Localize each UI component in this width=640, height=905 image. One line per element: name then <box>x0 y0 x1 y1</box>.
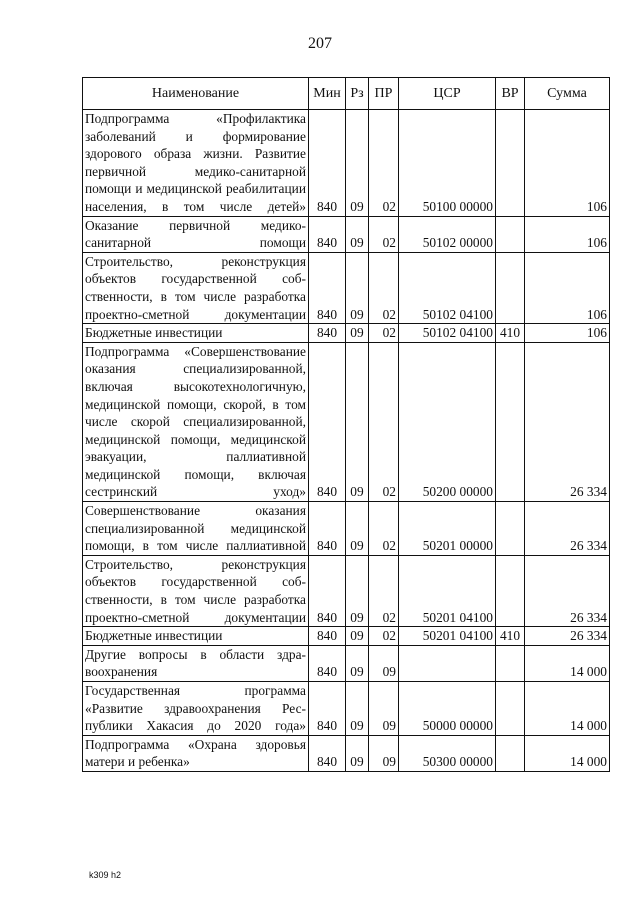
row-vr-cell <box>496 645 525 681</box>
footer-code: k309 h2 <box>89 870 122 880</box>
table-row <box>83 645 610 681</box>
row-sum-cell: 106 <box>525 324 610 343</box>
row-csr-cell: 50100 00000 <box>399 110 496 217</box>
row-name-cell: Другие вопросы в области здравоохранения <box>83 645 309 681</box>
row-rz-cell: 09 <box>346 342 369 501</box>
row-sum-cell: 106 <box>525 110 610 217</box>
row-name-cell: Бюджетные инвестиции <box>83 627 309 646</box>
row-sum-cell: 14 000 <box>525 682 610 736</box>
row-rz-cell: 09 <box>346 682 369 736</box>
table-header-row <box>83 78 610 110</box>
row-csr-cell: 50300 00000 <box>399 735 496 771</box>
row-pr-cell: 02 <box>369 110 399 217</box>
row-csr-cell <box>399 645 496 681</box>
row-name-cell: Подпрограмма «Профилактика заболеваний и формирование здорового образа жизни. Развитие первичной медико-санитарной помощи и медицинской реабилитации населения, в том числе детей» <box>83 110 309 217</box>
row-min-cell: 840 <box>309 735 346 771</box>
row-name-cell: Строительство, реконструкция объектов государственной собственности, в том числе разработка проектно-сметной документации <box>83 555 309 626</box>
table-row <box>83 252 610 323</box>
row-vr-cell <box>496 502 525 556</box>
table-row <box>83 627 610 646</box>
row-pr-cell: 09 <box>369 645 399 681</box>
table-row <box>83 342 610 501</box>
row-sum-cell: 14 000 <box>525 735 610 771</box>
row-csr-cell: 50200 00000 <box>399 342 496 501</box>
row-min-cell: 840 <box>309 502 346 556</box>
table-row <box>83 216 610 252</box>
column-header-vr: ВР <box>496 78 525 110</box>
column-header-csr: ЦСР <box>399 78 496 110</box>
row-csr-cell: 50201 00000 <box>399 502 496 556</box>
row-name-cell: Бюджетные инвестиции <box>83 324 309 343</box>
row-vr-cell <box>496 252 525 323</box>
row-pr-cell: 02 <box>369 342 399 501</box>
row-sum-cell: 26 334 <box>525 502 610 556</box>
row-rz-cell: 09 <box>346 252 369 323</box>
row-csr-cell: 50102 00000 <box>399 216 496 252</box>
row-csr-cell: 50102 04100 <box>399 252 496 323</box>
row-pr-cell: 09 <box>369 735 399 771</box>
row-name-cell: Подпрограмма «Совершенствование оказания специализированной, включая высокотехнологичную, медицинской помощи, скорой, в том числе скорой специализированной, медицинской помощи, медицинской эвакуации, паллиативной медицинской помощи, включая сестринский уход» <box>83 342 309 501</box>
row-name-cell: Государственная программа «Развитие здравоохранения Республики Хакасия до 2020 года» <box>83 682 309 736</box>
row-vr-cell <box>496 682 525 736</box>
row-csr-cell: 50102 04100 <box>399 324 496 343</box>
row-pr-cell: 02 <box>369 627 399 646</box>
row-name-cell: Совершенствование оказания специализированной медицинской помощи, в том числе паллиативной <box>83 502 309 556</box>
row-pr-cell: 02 <box>369 216 399 252</box>
row-name-cell: Строительство, реконструкция объектов государственной собственности, в том числе разработка проектно-сметной документации <box>83 252 309 323</box>
row-rz-cell: 09 <box>346 502 369 556</box>
row-min-cell: 840 <box>309 682 346 736</box>
row-vr-cell <box>496 555 525 626</box>
row-csr-cell: 50201 04100 <box>399 555 496 626</box>
row-sum-cell: 26 334 <box>525 342 610 501</box>
table-row <box>83 502 610 556</box>
page-number: 207 <box>308 35 332 52</box>
row-name-cell: Подпрограмма «Охрана здоровья матери и ребенка» <box>83 735 309 771</box>
row-sum-cell: 26 334 <box>525 555 610 626</box>
row-rz-cell: 09 <box>346 110 369 217</box>
column-header-min: Мин <box>309 78 346 110</box>
row-min-cell: 840 <box>309 324 346 343</box>
row-vr-cell: 410 <box>496 627 525 646</box>
row-csr-cell: 50000 00000 <box>399 682 496 736</box>
row-pr-cell: 02 <box>369 555 399 626</box>
row-csr-cell: 50201 04100 <box>399 627 496 646</box>
table-row <box>83 110 610 217</box>
row-vr-cell <box>496 342 525 501</box>
table-row <box>83 682 610 736</box>
table-row <box>83 735 610 771</box>
row-min-cell: 840 <box>309 342 346 501</box>
budget-table <box>82 77 610 772</box>
row-sum-cell: 106 <box>525 252 610 323</box>
row-pr-cell: 09 <box>369 682 399 736</box>
row-min-cell: 840 <box>309 555 346 626</box>
row-vr-cell <box>496 735 525 771</box>
row-sum-cell: 106 <box>525 216 610 252</box>
column-header-sum: Сумма <box>525 78 610 110</box>
row-vr-cell <box>496 110 525 217</box>
row-min-cell: 840 <box>309 110 346 217</box>
row-pr-cell: 02 <box>369 502 399 556</box>
row-rz-cell: 09 <box>346 324 369 343</box>
row-pr-cell: 02 <box>369 252 399 323</box>
row-min-cell: 840 <box>309 627 346 646</box>
row-min-cell: 840 <box>309 216 346 252</box>
table-row <box>83 324 610 343</box>
row-name-cell: Оказание первичной медико-санитарной помощи <box>83 216 309 252</box>
row-rz-cell: 09 <box>346 216 369 252</box>
row-pr-cell: 02 <box>369 324 399 343</box>
column-header-name: Наименование <box>83 78 309 110</box>
row-min-cell: 840 <box>309 645 346 681</box>
row-rz-cell: 09 <box>346 645 369 681</box>
row-vr-cell: 410 <box>496 324 525 343</box>
row-rz-cell: 09 <box>346 735 369 771</box>
column-header-pr: ПР <box>369 78 399 110</box>
row-rz-cell: 09 <box>346 555 369 626</box>
table-row <box>83 555 610 626</box>
row-sum-cell: 14 000 <box>525 645 610 681</box>
row-sum-cell: 26 334 <box>525 627 610 646</box>
row-rz-cell: 09 <box>346 627 369 646</box>
column-header-rz: Рз <box>346 78 369 110</box>
row-vr-cell <box>496 216 525 252</box>
row-min-cell: 840 <box>309 252 346 323</box>
